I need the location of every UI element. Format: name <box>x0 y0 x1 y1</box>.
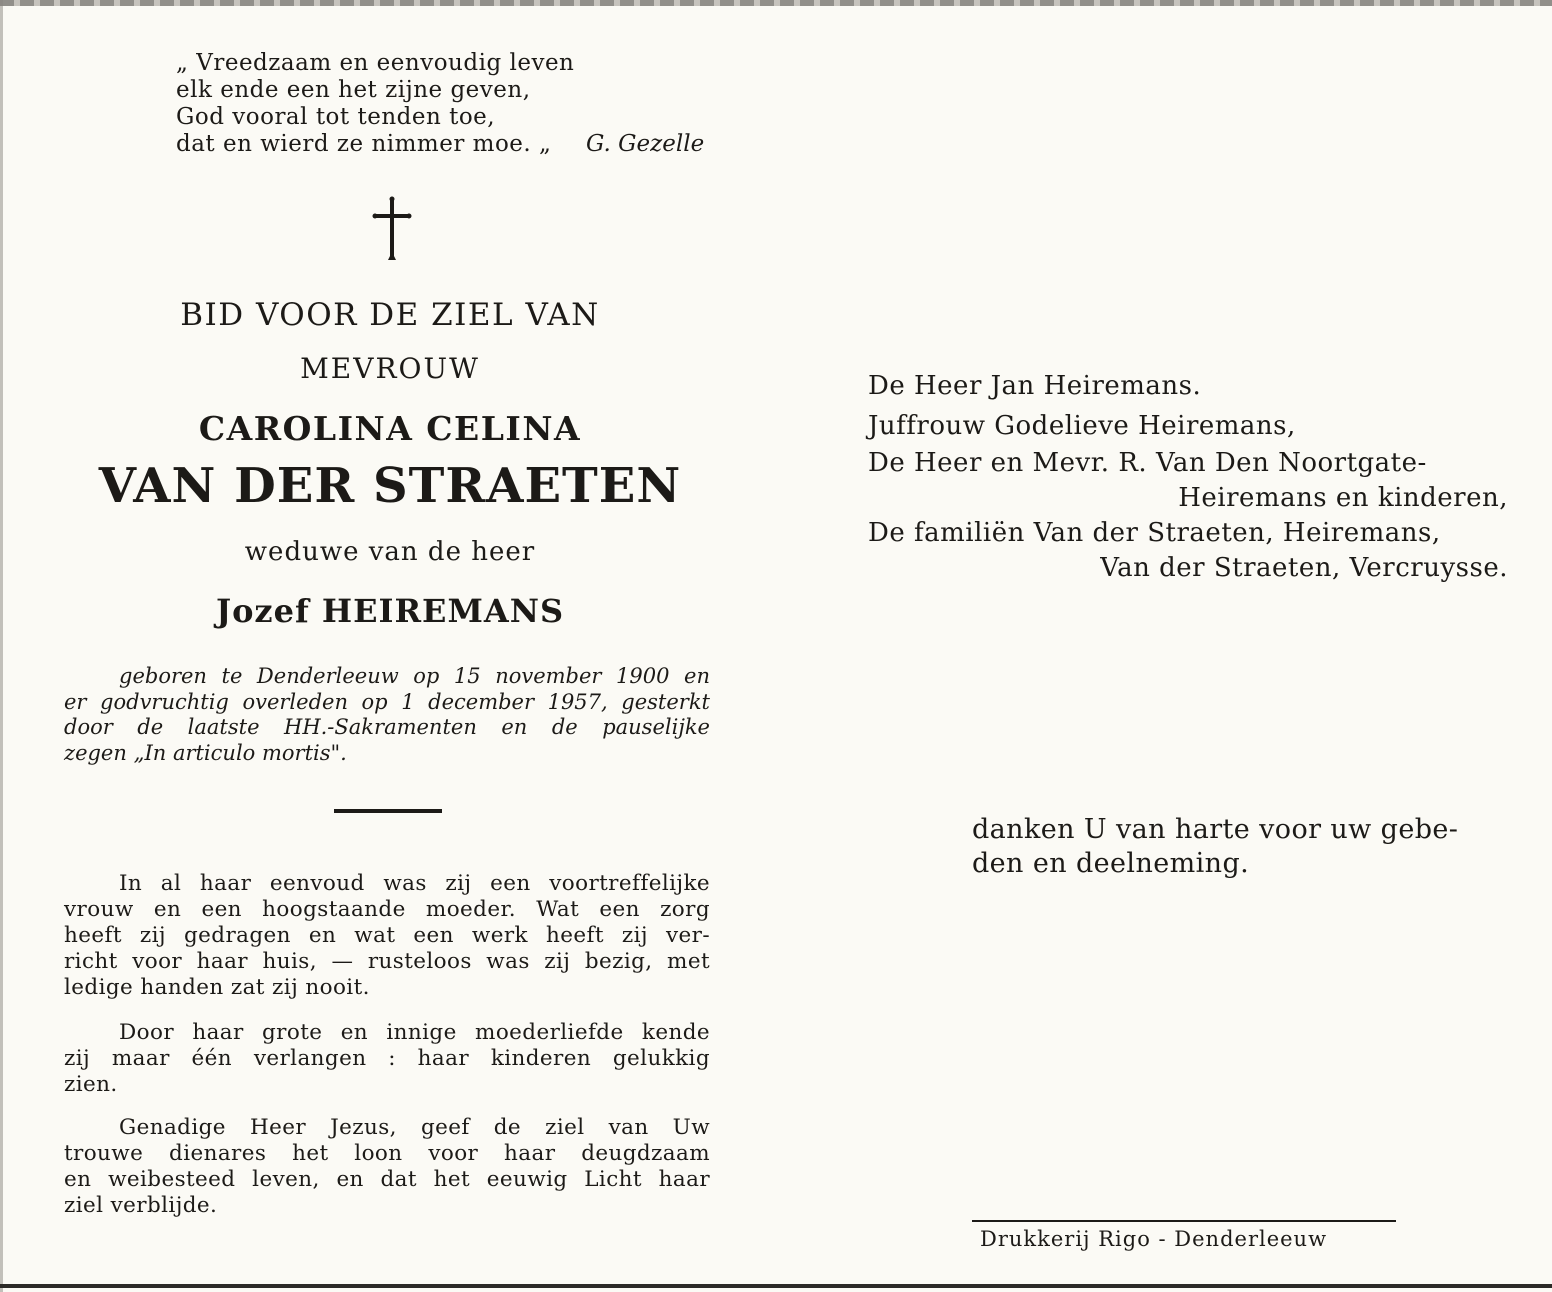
poem-author: G. Gezelle <box>586 131 705 157</box>
left-edge <box>0 0 3 1292</box>
husband-name: Jozef HEIREMANS <box>215 592 565 630</box>
details-line: er godvruchtig overleden op 1 december 1957, gesterkt <box>64 689 710 714</box>
paragraph-line: zien. <box>64 1072 118 1097</box>
cross-icon <box>370 196 414 262</box>
title: MEVROUW <box>300 352 480 385</box>
printer-credit: Drukkerij Rigo - Denderleeuw <box>980 1227 1328 1251</box>
family-line: De familiën Van der Straeten, Heiremans, <box>868 518 1441 548</box>
family-line: De Heer en Mevr. R. Van Den Noortgate- <box>868 448 1427 478</box>
paragraph-line: Door haar grote en innige moederliefde kende <box>119 1020 710 1045</box>
details-line: door de laatste HH.-Sakramenten en de pauselijke <box>64 715 710 739</box>
tribute-paragraph <box>64 1020 710 1098</box>
family-list <box>868 367 1508 586</box>
thanks-line: danken U van harte voor uw gebe- <box>972 814 1459 845</box>
prayer-paragraph <box>64 1115 710 1219</box>
paragraph-line: en weibesteed leven, en dat het eeuwig Licht haar <box>64 1167 710 1192</box>
family-line: Juffrouw Godelieve Heiremans, <box>868 410 1296 441</box>
surname: VAN DER STRAETEN <box>98 458 682 514</box>
bottom-edge <box>0 1284 1552 1288</box>
poem-line: elk ende een het zijne geven, <box>176 77 531 103</box>
first-names: CAROLINA CELINA <box>198 409 582 448</box>
details-line: zegen „In articulo mortis". <box>64 740 347 765</box>
family-line: Van der Straeten, Vercruysse. <box>1100 553 1508 583</box>
paragraph-line: richt voor haar huis, — rusteloos was zij bezig, met <box>64 949 710 974</box>
printer-divider <box>972 1220 1396 1222</box>
paragraph-line: ziel verblijde. <box>64 1193 218 1218</box>
relation: weduwe van de heer <box>244 537 536 567</box>
poem-line: God vooral tot tenden toe, <box>176 104 496 130</box>
paragraph-line: zij maar één verlangen : haar kinderen gelukkig <box>64 1046 710 1071</box>
family-line: De Heer Jan Heiremans. <box>868 371 1202 401</box>
details-line: geboren te Denderleeuw op 15 november 1900 en <box>119 664 710 688</box>
poem-line: „ Vreedzaam en eenvoudig leven <box>176 50 575 76</box>
paragraph-line: heeft zij gedragen en wat een werk heeft zij ver- <box>64 923 710 948</box>
thanks-text <box>972 813 1512 881</box>
paragraph-line: trouwe dienares het loon voor haar deugdzaam <box>64 1141 710 1166</box>
family-line: Heiremans en kinderen, <box>1178 483 1508 513</box>
paragraph-line: vrouw en een hoogstaande moeder. Wat een zorg <box>64 897 710 922</box>
top-edge <box>0 0 1552 6</box>
poem-line: dat en wierd ze nimmer moe. „ <box>176 131 552 157</box>
thanks-line: den en deelneming. <box>972 848 1250 879</box>
birth-death-details <box>64 664 710 766</box>
paragraph-line: ledige handen zat zij nooit. <box>64 975 370 1000</box>
tribute-paragraph <box>64 871 710 1001</box>
divider <box>334 809 442 813</box>
prayer-heading: BID VOOR DE ZIEL VAN <box>180 297 600 333</box>
paragraph-line: In al haar eenvoud was zij een voortreffelijke <box>119 871 710 896</box>
paragraph-line: Genadige Heer Jezus, geef de ziel van Uw <box>119 1115 710 1140</box>
